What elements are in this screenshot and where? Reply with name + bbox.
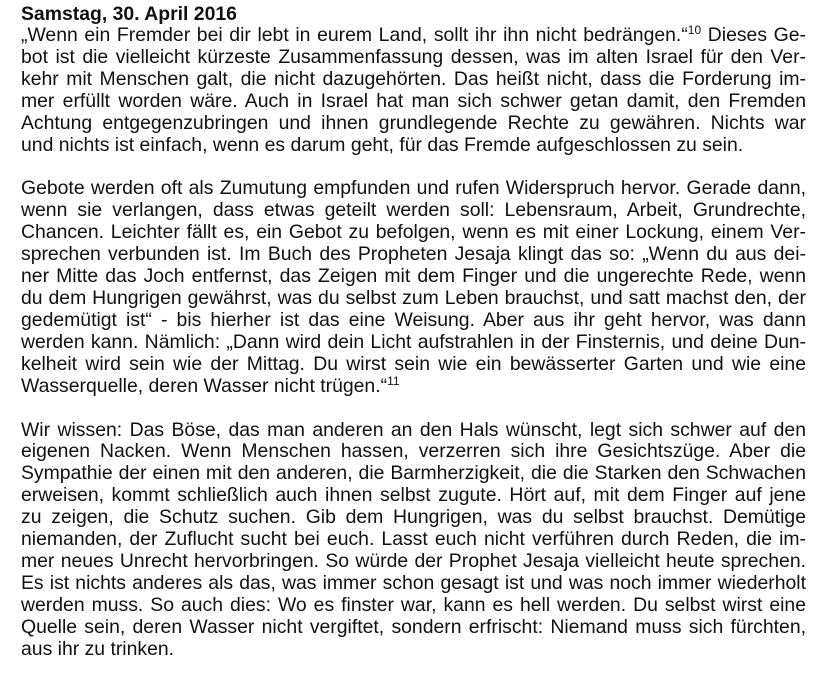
text-line [21,288,806,310]
line-text: Quelle sein, deren Wasser nicht vergiftet, sondern erfrischt: Niemand muss sich fürchten, [21,615,806,638]
line-text: gedemütigt ist“ - bis hierher ist das eine Weisung. Aber aus ihr geht hervor, was dann [21,308,806,331]
line-text: Wasserquelle, deren Wasser nicht trügen.“ [21,374,388,397]
text-line [21,25,806,47]
text-line [21,69,806,91]
line-text: Achtung entgegenzubringen und ihnen grundlegende Rechte zu gewähren. Nichts war [21,111,806,134]
paragraph-gap [21,156,806,178]
line-text: mer neues Unrecht hervorbringen. So würde der Prophet Jesaja vielleicht heute sprechen. [21,549,806,572]
line-text: kehr mit Menschen galt, die nicht dazugehörten. Das heißt nicht, dass die Forderung im- [21,67,806,90]
line-text: wenn sie verlangen, dass etwas geteilt werden soll: Lebensraum, Arbeit, Grundrechte, [21,199,806,222]
line-text: „Wenn ein Fremder bei dir lebt in eurem Land, sollt ihr ihn nicht bedrängen.“ [21,24,688,46]
text-line [21,135,806,157]
text-line [21,113,806,135]
text-line [21,639,806,661]
text-line [21,91,806,113]
line-text: Es ist nichts anderes als das, was immer schon gesagt ist und was noch immer wiederholt [21,571,806,594]
paragraph-1 [21,25,806,156]
text-line [21,310,806,332]
line-text: werden muss. So auch dies: Wo es finster war, kann es hell werden. Du selbst wirst eine [21,593,806,616]
text-line [21,595,806,617]
line-text: werden kann. Nämlich: „Dann wird dein Licht aufstrahlen in der Finsternis, und deine Dun- [21,330,806,353]
footnote-marker: 11 [387,373,400,388]
paragraph-2 [21,178,806,397]
line-text: und nichts ist einfach, wenn es darum geht, für das Fremde aufgeschlossen zu sein. [21,133,744,156]
line-text: zu zeigen, die Schutz suchen. Gib dem Hungrigen, was du selbst brauchst. Demütige [21,506,806,529]
text-line [21,178,806,200]
text-line [21,420,806,442]
line-text: du dem Hungrigen gewährst, was du selbst zum Leben brauchst, und satt machst den, der [21,286,806,309]
line-text: Chancen. Leichter fällt es, ein Gebot zu befolgen, wenn es mit einer Lockung, einem Ver- [21,221,806,244]
line-text: Wir wissen: Das Böse, das man anderen an den Hals wünscht, legt sich schwer auf den [21,418,806,441]
line-text: aus ihr zu trinken. [21,637,175,660]
date-heading: Samstag, 30. April 2016 [21,3,237,25]
text-line [21,332,806,354]
text-line [21,244,806,266]
line-text: bot ist die vielleicht kürzeste Zusammenfassung dessen, was im alten Israel für den Ver- [21,45,806,68]
line-text: Gebote werden oft als Zumutung empfunden und rufen Widerspruch hervor. Gerade dann, [21,177,806,200]
text-line [21,373,806,398]
line-text: niemanden, der Zuflucht sucht bei euch. Lasst euch nicht verführen durch Reden, die im- [21,528,806,551]
paragraph-gap [21,398,806,420]
text-line [21,441,806,463]
text-line [21,222,806,244]
line-text: sprechen verbunden ist. Im Buch des Propheten Jesaja klingt das so: „Wenn du aus dei- [21,243,806,266]
text-line [21,200,806,222]
text-line [21,507,806,529]
text-line [21,529,806,551]
text-line [21,266,806,288]
text-line [21,485,806,507]
body-text [21,25,806,660]
text-line [21,573,806,595]
line-text-continued: Dieses Ge- [701,24,806,46]
line-text: eigenen Nacken. Wenn Menschen hassen, verzerren sich ihre Gesichtszüge. Aber die [21,440,806,463]
line-text: kelheit wird sein wie der Mittag. Du wirst sein wie ein bewässerter Garten und wie eine [21,352,806,375]
footnote-marker: 10 [687,23,702,37]
line-text: ner Mitte das Joch entfernst, das Zeigen mit dem Finger und die ungerechte Rede, wenn [21,265,806,288]
text-line [21,617,806,639]
text-line [21,551,806,573]
line-text: erweisen, kommt schließlich auch ihnen selbst zugute. Hört auf, mit dem Finger auf jene [21,484,806,507]
text-line [21,354,806,376]
text-line [21,47,806,69]
line-text: Sympathie der einen mit den anderen, die Barmherzigkeit, die die Starken den Schwachen [21,462,806,485]
text-line [21,463,806,485]
line-text: mer erfüllt worden wäre. Auch in Israel hat man sich schwer getan damit, den Fremden [21,89,806,112]
paragraph-3 [21,420,806,661]
